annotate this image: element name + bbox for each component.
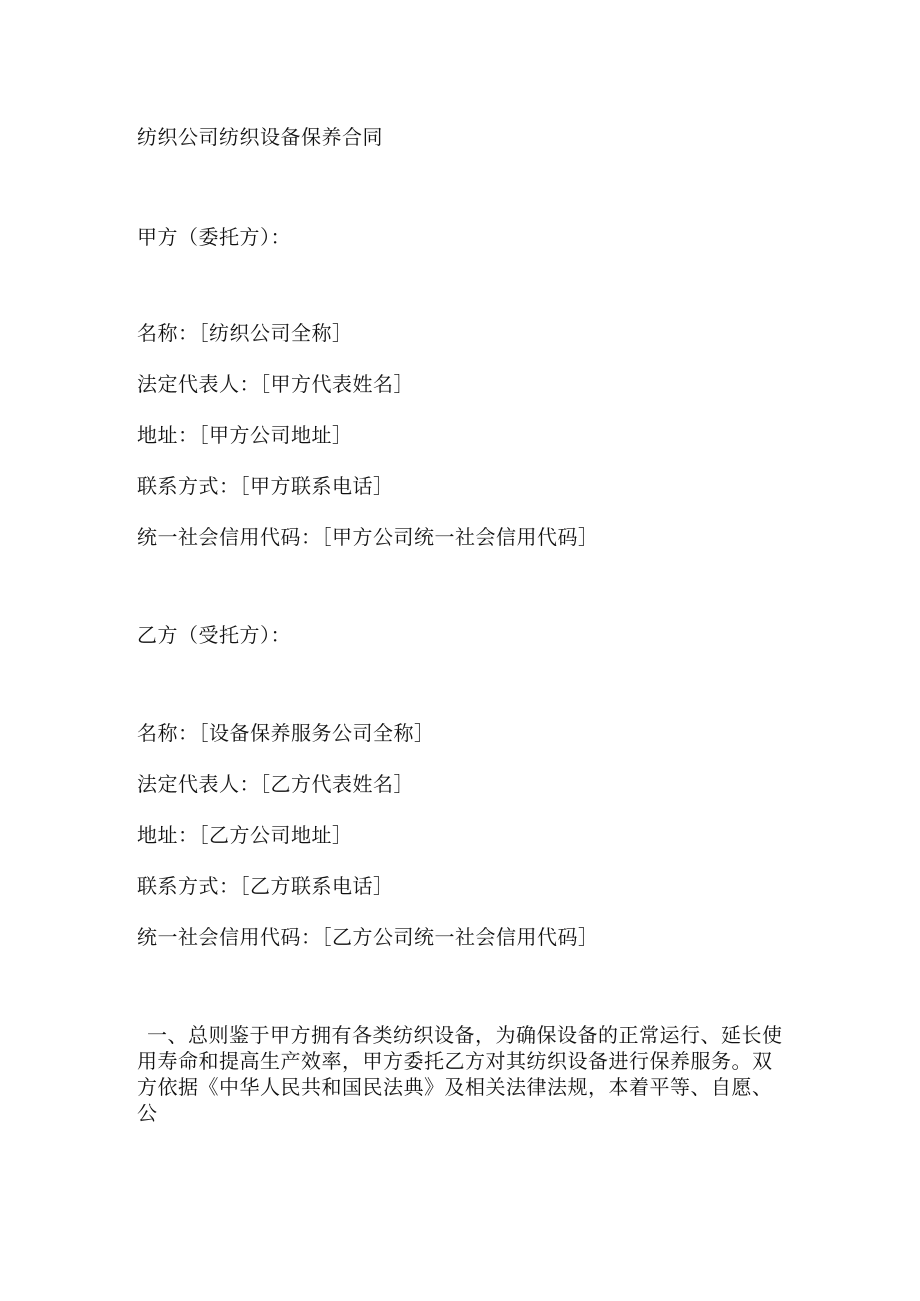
- party-b-representative: 法定代表人：［乙方代表姓名］: [137, 772, 414, 796]
- paragraph-line: 方依据《中华人民共和国民法典》及相关法律法规，本着平等、自愿、: [137, 1075, 773, 1099]
- paragraph-line: 用寿命和提高生产效率，甲方委托乙方对其纺织设备进行保养服务。双: [137, 1049, 773, 1073]
- general-provisions-paragraph: [137, 1022, 783, 1126]
- party-b-name: 名称：［设备保养服务公司全称］: [137, 721, 435, 745]
- party-a-contact: 联系方式：［甲方联系电话］: [137, 474, 394, 498]
- party-b-credit-code: 统一社会信用代码：［乙方公司统一社会信用代码］: [137, 925, 599, 949]
- party-a-name: 名称：［纺织公司全称］: [137, 321, 353, 345]
- party-a-representative: 法定代表人：［甲方代表姓名］: [137, 372, 414, 396]
- party-a-address: 地址：［甲方公司地址］: [137, 423, 353, 447]
- party-b-heading: 乙方（受托方）：: [137, 623, 291, 647]
- party-a-credit-code: 统一社会信用代码：［甲方公司统一社会信用代码］: [137, 525, 599, 549]
- paragraph-line: 一、总则鉴于甲方拥有各类纺织设备，为确保设备的正常运行、延长使: [147, 1023, 783, 1047]
- party-b-contact: 联系方式：［乙方联系电话］: [137, 874, 394, 898]
- party-a-heading: 甲方（委托方）：: [137, 225, 291, 249]
- document-title: 纺织公司纺织设备保养合同: [137, 125, 383, 149]
- paragraph-line: 公: [137, 1101, 158, 1125]
- party-b-address: 地址：［乙方公司地址］: [137, 823, 353, 847]
